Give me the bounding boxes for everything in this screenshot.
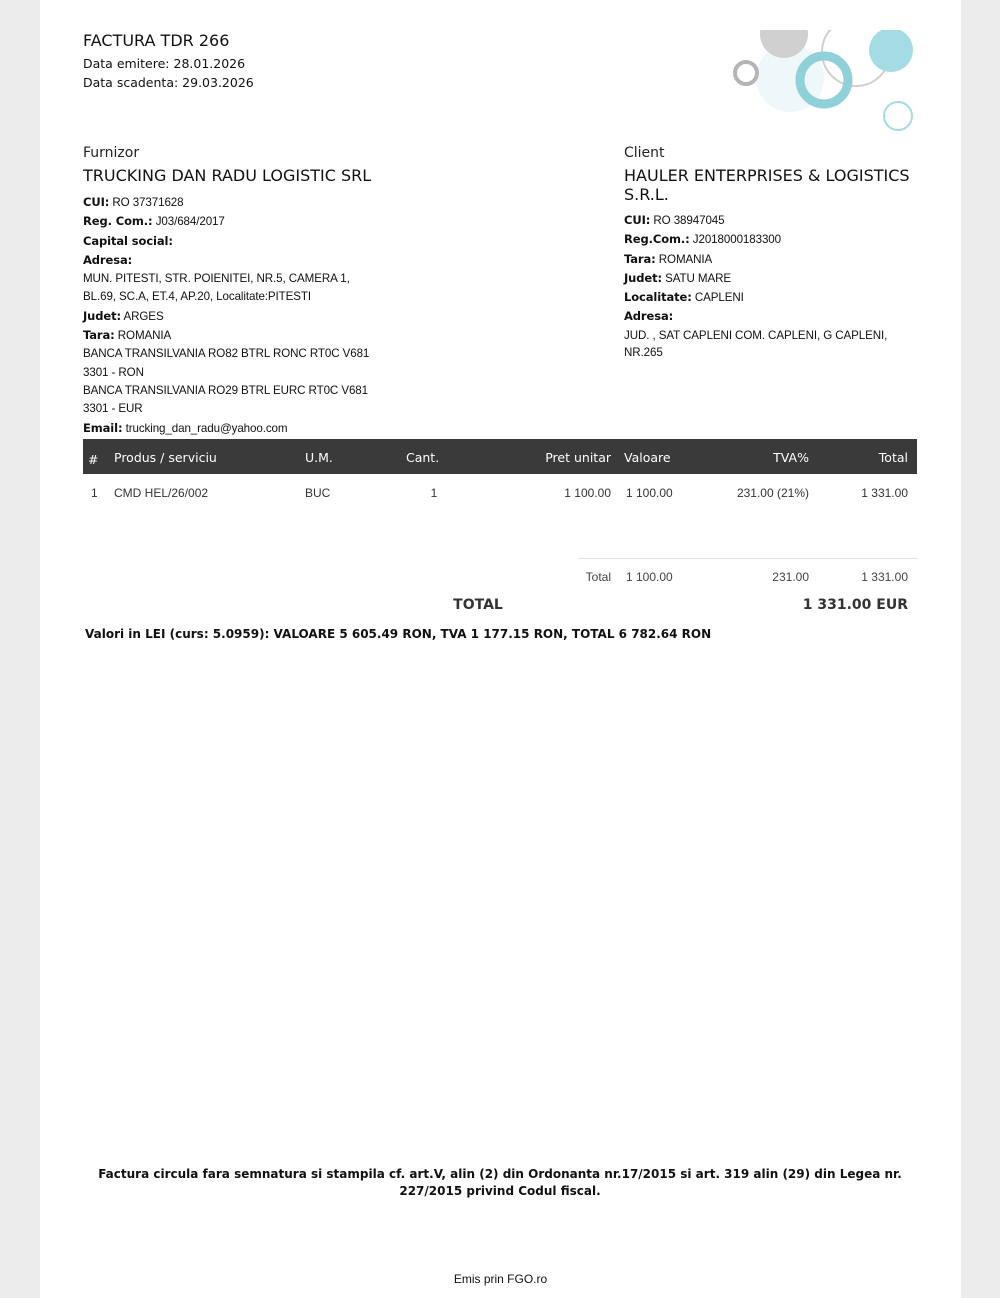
client-cui: CUI: RO 38947045 bbox=[624, 213, 725, 227]
client-country: Tara: ROMANIA bbox=[624, 251, 713, 266]
row-nr: 1 bbox=[91, 486, 98, 500]
footer-issued-by: Emis prin FGO.ro bbox=[453, 1272, 548, 1286]
col-value: Valoare bbox=[624, 450, 671, 465]
table-row bbox=[83, 483, 917, 503]
decorative-circles-logo bbox=[728, 30, 922, 134]
row-vat: 231.00 (21%) bbox=[736, 486, 809, 500]
supplier-address-label: Adresa: bbox=[83, 252, 133, 267]
supplier-details bbox=[83, 193, 383, 438]
client-locality: Localitate: CAPLENI bbox=[624, 290, 744, 305]
row-total: 1 331.00 bbox=[861, 486, 908, 500]
client-heading: Client bbox=[624, 145, 665, 161]
totals-value: 1 100.00 bbox=[626, 570, 673, 584]
totals-divider bbox=[579, 558, 917, 559]
row-qty: 1 bbox=[430, 486, 438, 500]
row-um: BUC bbox=[305, 486, 331, 500]
row-product: CMD HEL/26/002 bbox=[114, 486, 209, 500]
supplier-capital: Capital social: bbox=[83, 233, 173, 248]
supplier-address-line2: BL.69, SC.A, ET.4, AP.20, Localitate:PITESTI bbox=[83, 290, 312, 304]
row-unit-price: 1 100.00 bbox=[564, 486, 611, 500]
col-product: Produs / serviciu bbox=[114, 450, 217, 465]
supplier-country: Tara: ROMANIA bbox=[83, 328, 172, 343]
supplier-regcom: Reg. Com.: J03/684/2017 bbox=[83, 214, 225, 229]
col-total: Total bbox=[878, 450, 908, 465]
col-vat: TVA% bbox=[773, 450, 809, 465]
supplier-email: Email: trucking_dan_radu@yahoo.com bbox=[83, 420, 288, 435]
supplier-heading: Furnizor bbox=[83, 145, 140, 161]
col-nr: # bbox=[88, 452, 99, 467]
invoice-page bbox=[40, 0, 961, 1298]
totals-row bbox=[83, 567, 917, 587]
col-unit-price: Pret unitar bbox=[545, 450, 611, 465]
client-name-line1: HAULER ENTERPRISES & LOGISTICS bbox=[624, 166, 910, 185]
row-value: 1 100.00 bbox=[626, 486, 673, 500]
supplier-bank2-line1: BANCA TRANSILVANIA RO29 BTRL EURC RT0C V681 bbox=[83, 383, 368, 397]
col-qty: Cant. bbox=[406, 450, 440, 465]
due-date: Data scadenta: 29.03.2026 bbox=[83, 75, 254, 90]
supplier-cui: CUI: RO 37371628 bbox=[83, 195, 184, 209]
client-address-label: Adresa: bbox=[624, 309, 674, 324]
supplier-bank1-line1: BANCA TRANSILVANIA RO82 BTRL RONC RT0C V681 bbox=[83, 347, 370, 361]
client-address: JUD. , SAT CAPLENI COM. CAPLENI, G CAPLENI, NR.265 bbox=[624, 328, 888, 359]
client-details bbox=[624, 211, 904, 361]
totals-label: Total bbox=[585, 570, 611, 584]
legal-note: Factura circula fara semnatura si stampila cf. art.V, alin (2) din Ordonanta nr.17/2015 si art. 319 alin (29) din Legea nr. 227/2015 privind Codul fiscal. bbox=[98, 1167, 902, 1198]
totals-vat: 231.00 bbox=[772, 570, 809, 584]
supplier-email-link[interactable]: trucking_dan_radu@yahoo.com bbox=[125, 421, 288, 435]
supplier-county: Judet: ARGES bbox=[83, 308, 164, 323]
supplier-name: TRUCKING DAN RADU LOGISTIC SRL bbox=[83, 166, 372, 185]
client-regcom: Reg.Com.: J2018000183300 bbox=[624, 232, 782, 247]
supplier-bank1-line2: 3301 - RON bbox=[83, 365, 144, 379]
col-um: U.M. bbox=[305, 450, 333, 465]
lei-values-note: Valori in LEI (curs: 5.0959): VALOARE 5 605.49 RON, TVA 1 177.15 RON, TOTAL 6 782.64 RON bbox=[85, 627, 712, 641]
client-name-line2: S.R.L. bbox=[624, 185, 669, 204]
invoice-title: FACTURA TDR 266 bbox=[83, 31, 230, 50]
client-county: Judet: SATU MARE bbox=[624, 270, 732, 285]
issue-date: Data emitere: 28.01.2026 bbox=[83, 56, 246, 71]
items-table-header bbox=[83, 439, 917, 474]
supplier-address-line1: MUN. PITESTI, STR. POIENITEI, NR.5, CAMERA 1, bbox=[83, 272, 350, 286]
totals-total: 1 331.00 bbox=[861, 570, 908, 584]
grand-total-value: 1 331.00 EUR bbox=[802, 597, 908, 613]
grand-total-label: TOTAL bbox=[453, 597, 503, 613]
supplier-bank2-line2: 3301 - EUR bbox=[83, 402, 143, 416]
